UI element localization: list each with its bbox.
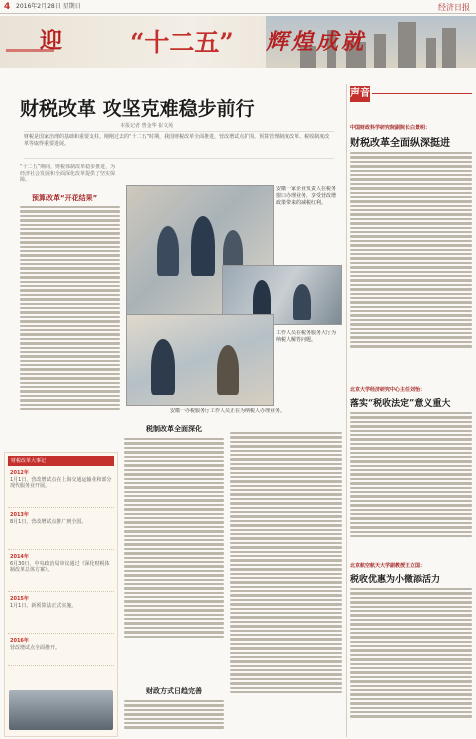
photo-counter: [126, 314, 274, 406]
section-heading-budget: 预算改革“开花结果”: [32, 194, 98, 202]
building-shape: [426, 38, 436, 68]
timeline-item: [8, 510, 114, 550]
opinion-kicker: 北京航空航天大学副教授王立国：: [350, 563, 426, 569]
banner-title-part2: “十二五”: [130, 28, 234, 57]
article-intro: “十二五”期间，财税体制改革稳步推进，为经济社会发展和全面深化改革提供了坚实保障。: [20, 164, 116, 184]
body-text-block: [124, 436, 224, 676]
timeline-item: [8, 468, 114, 508]
timeline-text: 6月30日，中央政治局审议通过《深化财税体制改革总体方案》。: [10, 560, 110, 574]
badge-rule: [372, 93, 472, 94]
person-figure: [191, 216, 215, 276]
timeline-text: 营改增试点全面推开。: [10, 644, 61, 651]
article-byline: 本报记者 曾金华 崔文苑: [120, 123, 174, 129]
article-headline: 财税改革 攻坚克难稳步前行: [20, 98, 255, 120]
timeline-year: 2013年: [10, 512, 29, 518]
page-header-bar: [0, 0, 476, 14]
building-shape: [398, 22, 416, 68]
opinion-kicker: 北京大学经济研究中心主任刘怡：: [350, 387, 426, 393]
banner-title-part3: 辉煌成就: [266, 29, 367, 55]
timeline-text: 1月1日，新预算法正式实施。: [10, 602, 77, 609]
person-figure: [151, 339, 175, 395]
timeline-year: 2016年: [10, 638, 29, 644]
body-text-block: [20, 204, 120, 446]
timeline-year: 2014年: [10, 554, 29, 560]
timeline-year: 2015年: [10, 596, 29, 602]
opinion-headline: 财税改革全面纵深挺进: [350, 138, 450, 149]
issue-date: 2016年2月28日 星期日: [16, 3, 81, 10]
timeline-sidebar: [4, 452, 118, 737]
timeline-item: [8, 552, 114, 592]
body-text-block: [230, 430, 342, 736]
person-figure: [217, 345, 239, 395]
timeline-year: 2012年: [10, 470, 29, 476]
section-heading-tax: 税制改革全面深化: [146, 424, 202, 433]
page-number: 4: [4, 2, 11, 12]
timeline-item: [8, 636, 114, 666]
timeline-text: 8月1日，营改增试点推广到全国。: [10, 518, 87, 525]
newspaper-brand: 经济日报: [438, 3, 470, 12]
photo-caption: 工作人员在税务服务大厅为纳税人解答问题。: [276, 330, 337, 343]
timeline-title: 财税改革大事记: [8, 456, 114, 466]
banner-title-part1: 迎: [40, 28, 64, 54]
section-heading-finance: 财政方式日趋完善: [146, 686, 202, 695]
opinion-headline: 税收优惠为小微添活力: [350, 575, 441, 585]
opinion-headline: 落实“税收法定”意义重大: [350, 399, 451, 409]
person-figure: [157, 226, 179, 276]
photo-caption: 安徽一家企业负责人在税务窗口办理业务，享受营改增政策带来的减税红利。: [276, 186, 337, 206]
body-text-block: [350, 410, 472, 558]
series-banner: [0, 16, 476, 68]
timeline-item: [8, 594, 114, 634]
body-text-block: [124, 698, 224, 736]
article-lead: 财税是国家治理的基础和重要支柱。刚刚过去的“十二五”时期，我国财税改革全面推进，营改增试点扩围、预算管理制度改革、税收制度改革等取得重要进展。: [24, 131, 334, 159]
body-text-block: [350, 586, 472, 736]
opinion-kicker: 中国财政科学研究院副院长白景明：: [350, 125, 431, 131]
voices-badge: 声音: [350, 86, 370, 102]
timeline-photo: [9, 690, 113, 730]
body-text-block: [350, 150, 472, 382]
photo-caption: 安徽一办税服务厅工作人员正在为纳税人办理业务。: [170, 408, 286, 414]
timeline-text: 1月1日，营改增试点在上海交通运输业和部分现代服务业开展。: [10, 476, 112, 490]
building-shape: [442, 28, 456, 68]
person-figure: [293, 284, 311, 320]
building-shape: [374, 34, 386, 68]
